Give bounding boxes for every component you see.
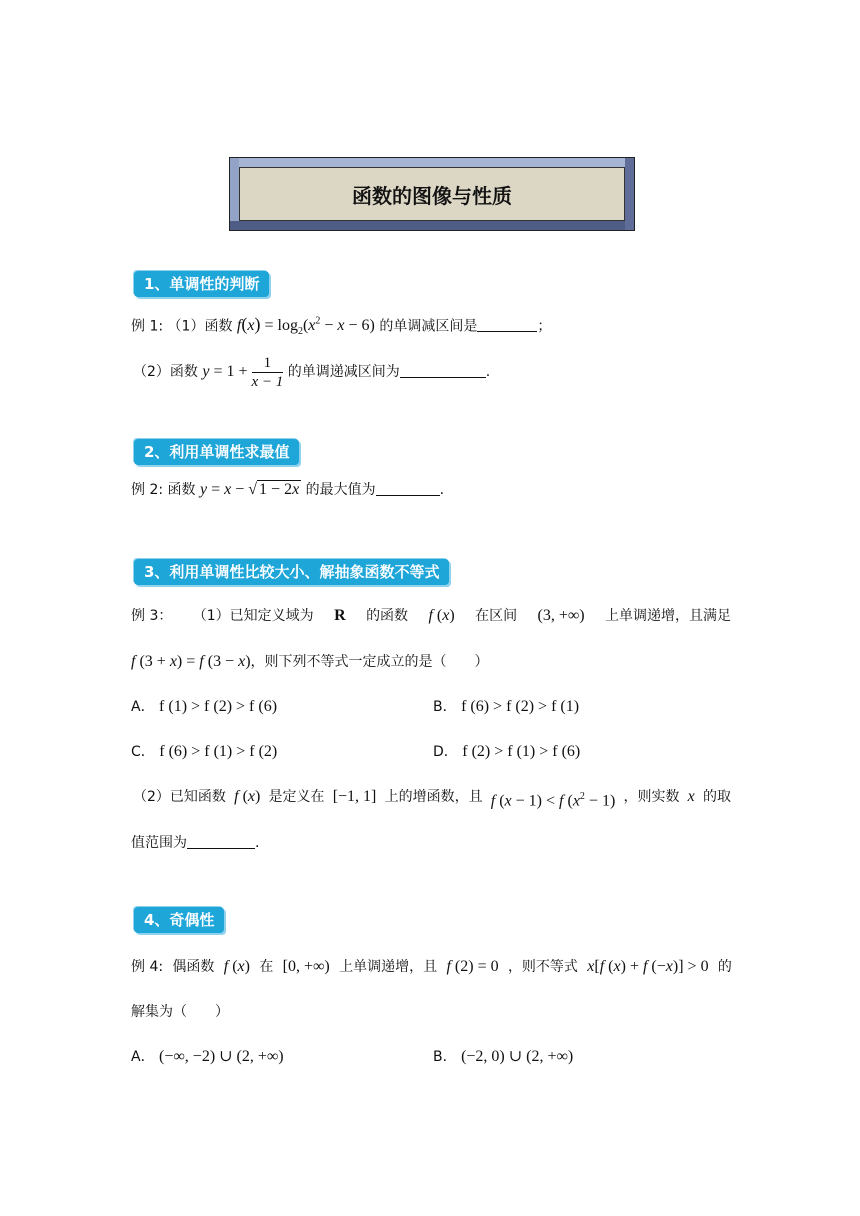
option-expression: (−∞, −2) ∪ (2, +∞) xyxy=(159,1048,284,1065)
formula: f (x) xyxy=(223,958,250,975)
page-title: 函数的图像与性质 xyxy=(239,167,625,221)
section-header-1: 1、单调性的判断 xyxy=(134,271,269,297)
example-text: ，则下列不等式一定成立的是（ ） xyxy=(250,654,489,670)
formula: y = 1 + xyxy=(202,363,252,380)
option-key: B． xyxy=(433,699,457,715)
example-text: 的单调递减区间为 xyxy=(287,364,400,380)
example-4-line-2 xyxy=(131,1000,229,1024)
example-4-line-1 xyxy=(131,955,732,979)
frame-bevel xyxy=(625,158,634,230)
option-expression: f (6) > f (2) > f (1) xyxy=(461,698,580,715)
formula: f (2) = 0 xyxy=(446,958,499,975)
section-header-3: 3、利用单调性比较大小、解抽象函数不等式 xyxy=(134,559,449,585)
example-text: （1）已知定义域为 xyxy=(192,608,314,624)
formula: $f(x) = \log_2(x^2 - x - 6)$ xyxy=(236,314,375,338)
formula: f (x) xyxy=(428,607,455,624)
example-text: ，则实数 xyxy=(623,789,680,805)
example-3-line-1 xyxy=(131,604,731,628)
example-text: 的 xyxy=(717,959,732,975)
formula: (3, +∞) xyxy=(537,607,585,624)
example-3-part-2 xyxy=(133,785,731,813)
section-header-2: 2、利用单调性求最值 xyxy=(134,439,299,465)
example-text: 函数 xyxy=(167,482,196,498)
option-key: A． xyxy=(131,699,155,715)
option-expression: f (1) > f (2) > f (6) xyxy=(159,698,278,715)
fraction: $\frac{1}{x - 1}$ xyxy=(251,354,284,390)
option-expression: f (2) > f (1) > f (6) xyxy=(462,743,581,760)
example-text: 偶函数 xyxy=(172,959,215,975)
frame-bevel xyxy=(230,158,634,167)
symbol-R: R xyxy=(334,607,346,624)
formula: f (3 + x) = f (3 − x) xyxy=(131,653,251,670)
example-text: 的最大值为 xyxy=(305,482,376,498)
example-text: 上单调递增，且满足 xyxy=(605,608,731,624)
frame-bevel xyxy=(230,221,634,230)
option-d[interactable] xyxy=(433,740,580,764)
title-frame xyxy=(229,157,635,231)
example-1-part-1 xyxy=(131,310,551,345)
punctuation: ； xyxy=(537,318,552,335)
example-text: 上单调递增，且 xyxy=(339,959,438,975)
example-text: 的函数 xyxy=(366,608,409,624)
example-text: （1）函数 xyxy=(167,318,233,335)
formula: [−1, 1] xyxy=(332,788,377,805)
option-key: A． xyxy=(131,1049,155,1065)
example-text: 值范围为 xyxy=(131,835,187,851)
formula: f (x − 1) < f $(x^2 - 1)$ xyxy=(490,791,616,810)
example-label: 例 2: xyxy=(131,482,164,498)
example-label: 例 1: xyxy=(131,318,164,335)
answer-blank xyxy=(477,331,537,332)
option-c[interactable] xyxy=(131,740,277,764)
example-3-part-2-line-2 xyxy=(131,831,259,855)
example-2 xyxy=(131,478,444,502)
option-expression: f (6) > f (1) > f (2) xyxy=(159,743,278,760)
example-label: 例 4: xyxy=(131,959,164,975)
example-3-line-2 xyxy=(131,650,489,674)
formula: x[f (x) + f (−x)] > 0 xyxy=(587,958,709,975)
option-expression: (−2, 0) ∪ (2, +∞) xyxy=(461,1048,574,1065)
answer-blank xyxy=(187,848,255,849)
frame-bevel xyxy=(230,158,239,230)
example-text: （2）已知函数 xyxy=(133,789,226,805)
answer-blank xyxy=(376,495,440,496)
example-text: ，则不等式 xyxy=(507,959,578,975)
answer-blank xyxy=(400,377,486,378)
punctuation: . xyxy=(255,835,260,851)
example-text: （2）函数 xyxy=(133,364,198,380)
section-header-4: 4、奇偶性 xyxy=(134,907,224,933)
option-key: B． xyxy=(433,1049,457,1065)
example-text: 的单调减区间是 xyxy=(379,318,478,335)
example-label: 例 3： xyxy=(131,608,173,624)
punctuation: . xyxy=(439,482,445,498)
example-text: 的取 xyxy=(702,789,731,805)
example-text: 在 xyxy=(259,959,274,975)
example-1-part-2 xyxy=(133,352,490,396)
formula: f (x) xyxy=(234,788,261,805)
option-a[interactable] xyxy=(131,695,277,719)
option-key: D． xyxy=(433,744,458,760)
example-text: 在区间 xyxy=(475,608,518,624)
formula: y = x − √ 1 − 2x xyxy=(199,481,300,498)
example-text: 上的增函数，且 xyxy=(384,789,483,805)
formula: x xyxy=(687,788,695,805)
formula: [0, +∞) xyxy=(282,958,330,975)
punctuation: . xyxy=(485,364,491,380)
option-key: C． xyxy=(131,744,155,760)
option-b[interactable] xyxy=(433,695,579,719)
example-text: 是定义在 xyxy=(268,789,325,805)
option-b[interactable] xyxy=(433,1045,573,1069)
option-a[interactable] xyxy=(131,1045,284,1069)
example-text: 解集为（ ） xyxy=(131,1004,229,1020)
